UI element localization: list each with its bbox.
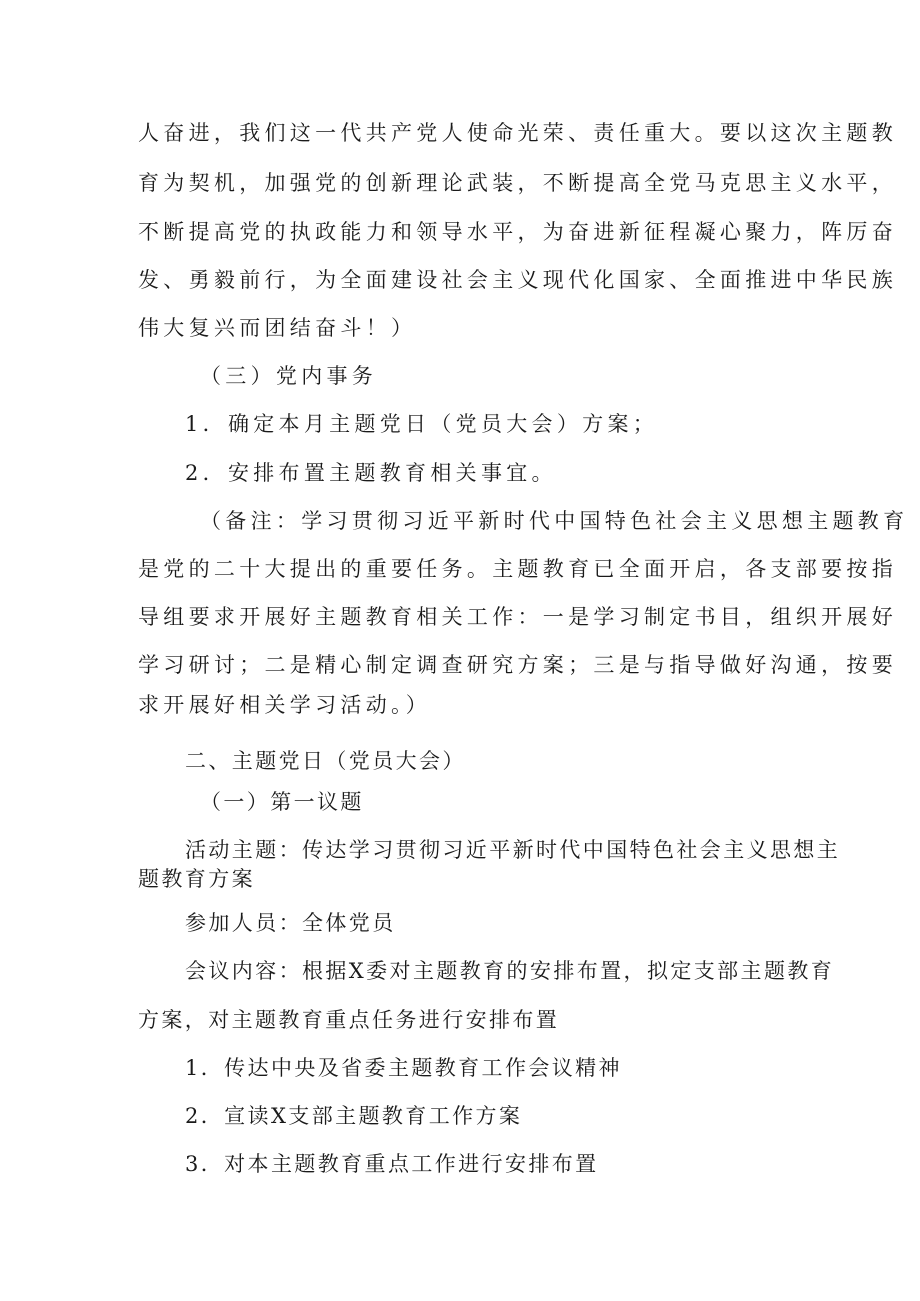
note-line: 是党的二十大提出的重要任务。主题教育已全面开启，各支部要按指 (138, 557, 897, 581)
paragraph-line: 方案，对主题教育重点任务进行安排布置 (138, 1008, 560, 1032)
paragraph-line: 伟大复兴而团结奋斗！） (138, 316, 417, 340)
note-line: （备注：学习贯彻习近平新时代中国特色社会主义思想主题教育 (200, 509, 909, 533)
paragraph-line: 题教育方案 (138, 867, 255, 891)
paragraph-line: 人奋进，我们这一代共产党人使命光荣、责任重大。要以这次主题教 (138, 121, 897, 145)
list-item: 2．安排布置主题教育相关事宜。 (185, 461, 557, 485)
list-item: 2．宣读X支部主题教育工作方案 (185, 1104, 523, 1128)
paragraph-line: 育为契机，加强党的创新理论武装，不断提高全党马克思主义水平， (138, 171, 897, 195)
section-heading: 二、主题党日（党员大会） (185, 749, 466, 773)
list-item: 1．传达中央及省委主题教育工作会议精神 (185, 1056, 622, 1080)
list-item: 3．对本主题教育重点工作进行安排布置 (185, 1152, 599, 1176)
paragraph-line: 参加人员：全体党员 (185, 911, 396, 935)
note-line: 求开展好相关学习活动。） (138, 693, 432, 717)
paragraph-line: 会议内容：根据X委对主题教育的安排布置，拟定支部主题教育 (185, 959, 835, 983)
section-heading: （三）党内事务 (200, 364, 378, 388)
note-line: 学习研讨；二是精心制定调查研究方案；三是与指导做好沟通，按要 (138, 653, 897, 677)
subsection-heading: （一）第一议题 (200, 790, 364, 814)
paragraph-line: 发、勇毅前行，为全面建设社会主义现代化国家、全面推进中华民族 (138, 268, 897, 292)
list-item: 1．确定本月主题党日（党员大会）方案； (185, 412, 659, 436)
note-line: 导组要求开展好主题教育相关工作：一是学习制定书目，组织开展好 (138, 605, 897, 629)
paragraph-line: 不断提高党的执政能力和领导水平，为奋进新征程凝心聚力，阵厉奋 (138, 220, 897, 244)
paragraph-line: 活动主题：传达学习贯彻习近平新时代中国特色社会主义思想主 (185, 838, 841, 862)
